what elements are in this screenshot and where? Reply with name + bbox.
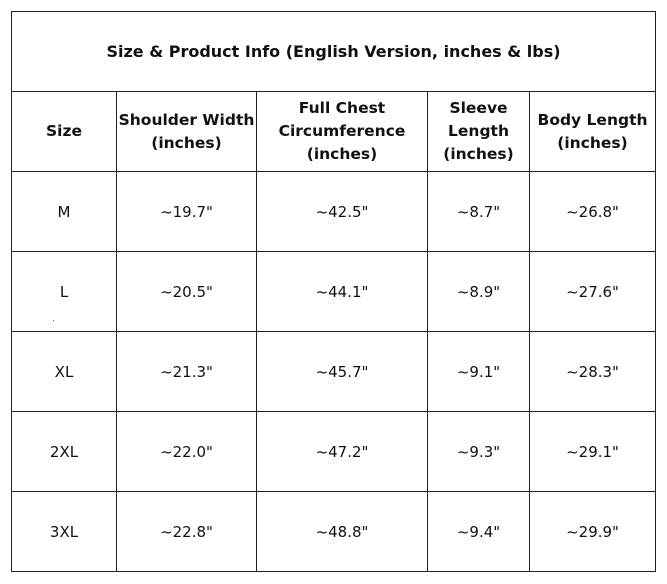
header-line: (inches) [151,133,222,152]
header-line: (inches) [557,133,628,152]
size-cell: XL [12,332,117,412]
sleeve-length-cell: ~9.3" [428,412,530,492]
shoulder-width-cell: ~22.8" [117,492,257,572]
body-length-cell: ~26.8" [530,172,656,252]
table-row [12,252,656,332]
header-line: (inches) [306,145,378,163]
size-chart-table [11,11,656,572]
column-header-sleeve-length [428,92,530,172]
body-length-cell: ~29.1" [530,412,656,492]
table-row [12,412,656,492]
size-cell: L [12,252,117,332]
table-row [12,172,656,252]
sleeve-length-cell: ~8.9" [428,252,530,332]
header-line: Body Length [537,110,648,129]
size-cell: 3XL [12,492,117,572]
table-row [12,492,656,572]
chest-cell: ~44.1" [257,252,428,332]
sleeve-length-cell: ~8.7" [428,172,530,252]
column-header-size [12,92,117,172]
body-length-cell: ~28.3" [530,332,656,412]
header-line: Circumference [278,122,406,140]
header-row [12,92,656,172]
shoulder-width-cell: ~20.5" [117,252,257,332]
body-length-cell: ~27.6" [530,252,656,332]
chest-cell: ~48.8" [257,492,428,572]
header-line: Shoulder Width [118,110,255,129]
table-title: Size & Product Info (English Version, inches & lbs) [12,12,656,92]
body-length-cell: ~29.9" [530,492,656,572]
header-line: (inches) [443,145,514,163]
table-row [12,332,656,412]
shoulder-width-cell: ~22.0" [117,412,257,492]
header-line: Size [45,122,82,140]
column-header-body-length [530,92,656,172]
size-cell: 2XL [12,412,117,492]
chest-cell: ~47.2" [257,412,428,492]
header-line: Sleeve [449,99,508,117]
shoulder-width-cell: ~19.7" [117,172,257,252]
shoulder-width-cell: ~21.3" [117,332,257,412]
column-header-full-chest [257,92,428,172]
sleeve-length-cell: ~9.1" [428,332,530,412]
chest-cell: ~45.7" [257,332,428,412]
column-header-shoulder-width [117,92,257,172]
chest-cell: ~42.5" [257,172,428,252]
header-line: Full Chest [298,99,386,117]
stray-dot [53,320,54,321]
sleeve-length-cell: ~9.4" [428,492,530,572]
header-line: Length [448,122,509,140]
size-cell: M [12,172,117,252]
title-row [12,12,656,92]
